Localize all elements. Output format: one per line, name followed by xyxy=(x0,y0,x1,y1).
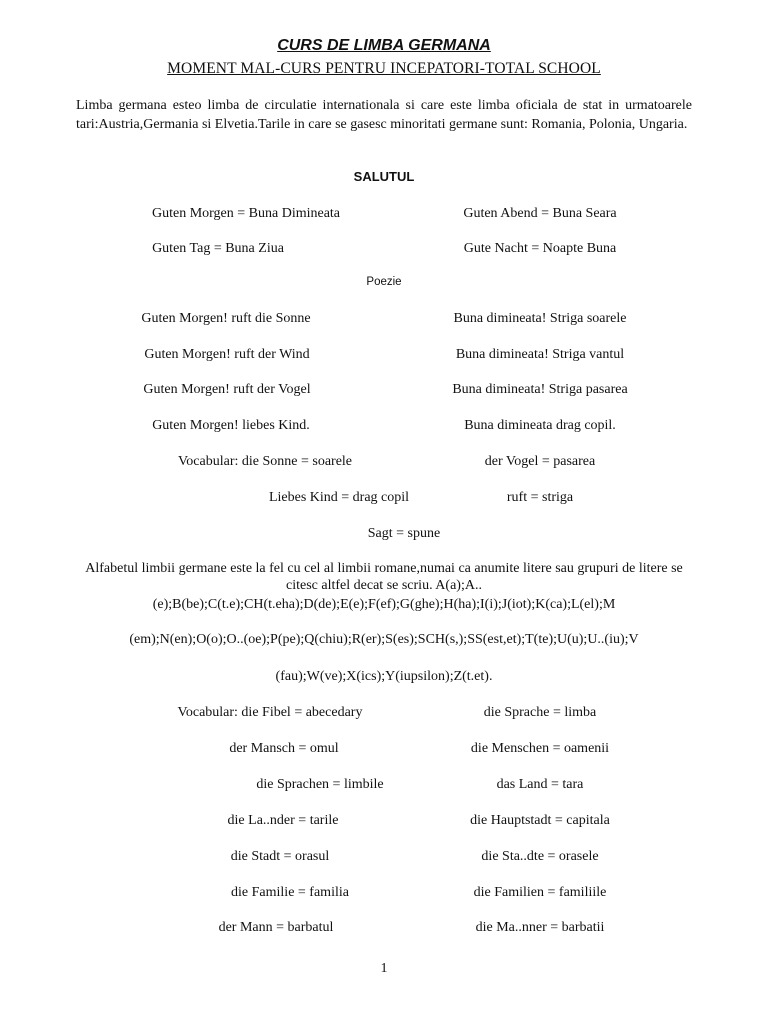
vocab-entry: der Vogel = pasarea xyxy=(484,454,596,469)
alphabet-line: (fau);W(ve);X(ics);Y(iupsilon);Z(t.et). xyxy=(275,669,493,684)
vocab-entry: Vocabular: die Sonne = soarele xyxy=(177,454,353,469)
poem-line-romanian: Buna dimineata! Striga soarele xyxy=(453,311,627,326)
vocab-entry: die Sprachen = limbile xyxy=(256,777,384,792)
document-subtitle: MOMENT MAL-CURS PENTRU INCEPATORI-TOTAL SCHOOL xyxy=(167,60,601,77)
greeting-left: Guten Morgen = Buna Dimineata xyxy=(151,206,341,221)
poem-line-german: Guten Morgen! ruft der Vogel xyxy=(143,382,311,397)
greeting-right: Gute Nacht = Noapte Buna xyxy=(463,241,617,256)
vocab-entry: die Menschen = oamenii xyxy=(470,741,610,756)
vocab-entry: das Land = tara xyxy=(496,777,584,792)
poezie-label: Poezie xyxy=(366,276,402,288)
vocab-entry: der Mann = barbatul xyxy=(218,920,334,935)
alphabet-line: (e);B(be);C(t.e);CH(t.eha);D(de);E(e);F(ef);G(ghe);H(ha);I(i);J(iot);K(ca);L(el);M xyxy=(152,597,616,612)
vocab-entry: die La..nder = tarile xyxy=(227,813,339,828)
document-title: CURS DE LIMBA GERMANA xyxy=(277,37,491,54)
salutul-heading: SALUTUL xyxy=(353,169,415,184)
poem-line-romanian: Buna dimineata drag copil. xyxy=(464,418,616,433)
alphabet-intro: Alfabetul limbii germane este la fel cu cel al limbii romane,numai ca anumite litere sau grupuri de litere se citesc altfel decat se scriu. A(a);A.. xyxy=(85,561,683,593)
vocab-entry: die Ma..nner = barbatii xyxy=(475,920,605,935)
vocab-entry: die Hauptstadt = capitala xyxy=(470,813,610,828)
vocab-entry: der Mansch = omul xyxy=(229,741,339,756)
vocab-entry: Liebes Kind = drag copil xyxy=(268,490,410,505)
vocab-entry: die Familien = familiile xyxy=(473,885,607,900)
vocab-entry: die Sta..dte = orasele xyxy=(481,849,599,864)
poem-line-german: Guten Morgen! liebes Kind. xyxy=(152,418,310,433)
poem-line-german: Guten Morgen! ruft die Sonne xyxy=(141,311,311,326)
vocab-entry: die Sprache = limba xyxy=(483,705,597,720)
vocab-entry: die Stadt = orasul xyxy=(230,849,330,864)
alphabet-line: (em);N(en);O(o);O..(oe);P(pe);Q(chiu);R(er);S(es);SCH(s,);SS(est,et);T(te);U(u);U..(iu);V xyxy=(129,632,639,647)
intro-paragraph: Limba germana esteo limba de circulatie internationala si care este limba oficiala de stat in urmatoarele tari:Austria,Germania si Elvetia.Tarile in care se gasesc minoritati germane sunt: Romania, Polonia, Ungaria. xyxy=(76,98,692,132)
poem-line-romanian: Buna dimineata! Striga vantul xyxy=(455,347,625,362)
poem-line-german: Guten Morgen! ruft der Wind xyxy=(144,347,310,362)
vocab-entry: ruft = striga xyxy=(506,490,574,505)
greeting-right: Guten Abend = Buna Seara xyxy=(463,206,617,221)
greeting-left: Guten Tag = Buna Ziua xyxy=(152,241,284,256)
vocab-entry: Sagt = spune xyxy=(367,526,441,541)
vocab-entry: die Familie = familia xyxy=(231,885,349,900)
page-number: 1 xyxy=(380,961,388,976)
poem-line-romanian: Buna dimineata! Striga pasarea xyxy=(452,382,628,397)
vocab-entry: Vocabular: die Fibel = abecedary xyxy=(177,705,363,720)
